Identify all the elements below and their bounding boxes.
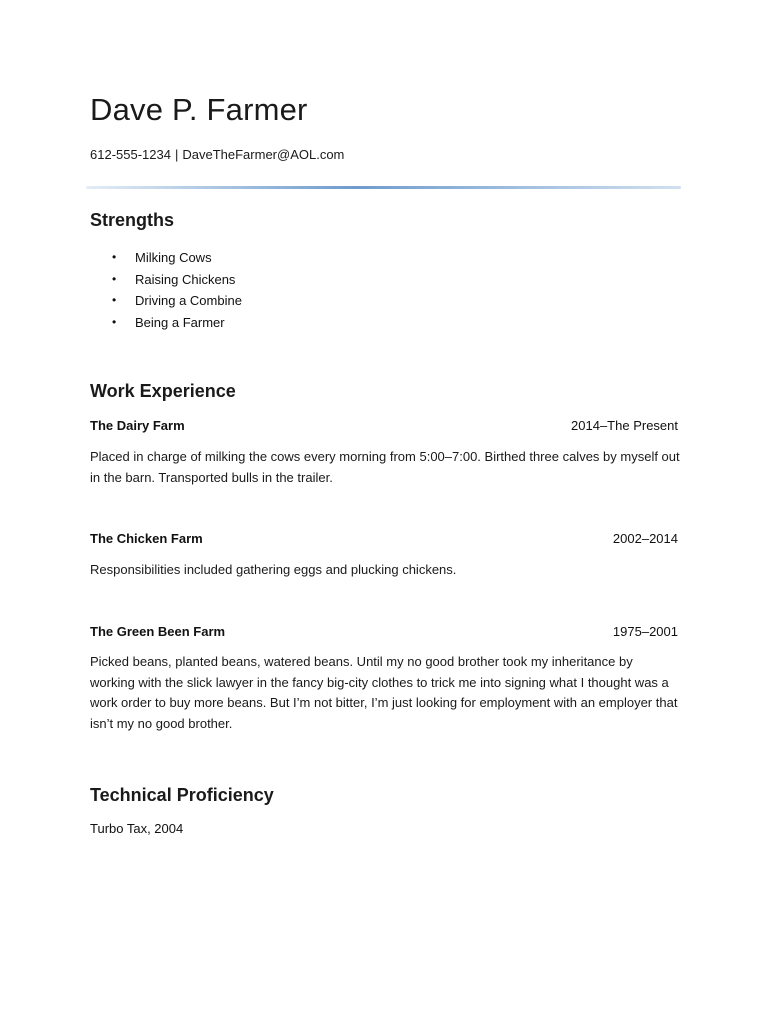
job-description: Responsibilities included gathering eggs and plucking chickens.: [90, 562, 457, 577]
list-item: [90, 247, 242, 269]
job-description: Picked beans, planted beans, watered beans. Until my no good brother took my inheritance by working with the slick lawyer in the fancy big-city clothes to trick me into signing what I thought was a work order to buy more beans. But I’m not bitter, I’m just looking for employment with an employer that isn’t my no good brother.: [90, 654, 678, 732]
job-title-row: [90, 418, 678, 433]
strengths-heading: Strengths: [90, 210, 175, 230]
technical-skill-item: Turbo Tax, 2004: [90, 821, 184, 836]
contact-separator: |: [174, 147, 179, 162]
employment-dates: 2014–The Present: [571, 418, 678, 433]
employment-dates: 2002–2014: [612, 531, 678, 546]
bullet-icon: •: [112, 293, 117, 307]
list-item: [90, 312, 242, 334]
strengths-list: [90, 247, 242, 333]
work-experience-heading: Work Experience: [90, 381, 236, 401]
job-description: Placed in charge of milking the cows every morning from 5:00–7:00. Birthed three calves by myself out in the barn. Transported bulls in the trailer.: [90, 449, 680, 485]
header-divider: [86, 186, 681, 189]
bullet-icon: •: [112, 314, 117, 329]
contact-line: [90, 147, 344, 162]
job-title-row: [90, 531, 678, 546]
employer-name: The Dairy Farm: [90, 418, 185, 433]
bullet-icon: •: [112, 250, 117, 264]
list-item: [90, 269, 242, 291]
employment-dates: 1975–2001: [612, 624, 678, 639]
strength-label: Driving a Combine: [135, 293, 242, 308]
bullet-icon: •: [112, 271, 117, 286]
resume-name: Dave P. Farmer: [90, 92, 308, 127]
strength-label: Being a Farmer: [135, 314, 225, 330]
email-address: DaveTheFarmer@AOL.com: [182, 147, 345, 162]
phone-number: 612-555-1234: [90, 147, 171, 162]
technical-proficiency-heading: Technical Proficiency: [90, 785, 274, 805]
job-title-row: [90, 624, 678, 639]
strength-label: Milking Cows: [135, 250, 212, 265]
list-item: [90, 290, 242, 312]
strength-label: Raising Chickens: [135, 271, 236, 287]
employer-name: The Green Been Farm: [90, 624, 226, 639]
employer-name: The Chicken Farm: [90, 531, 203, 546]
